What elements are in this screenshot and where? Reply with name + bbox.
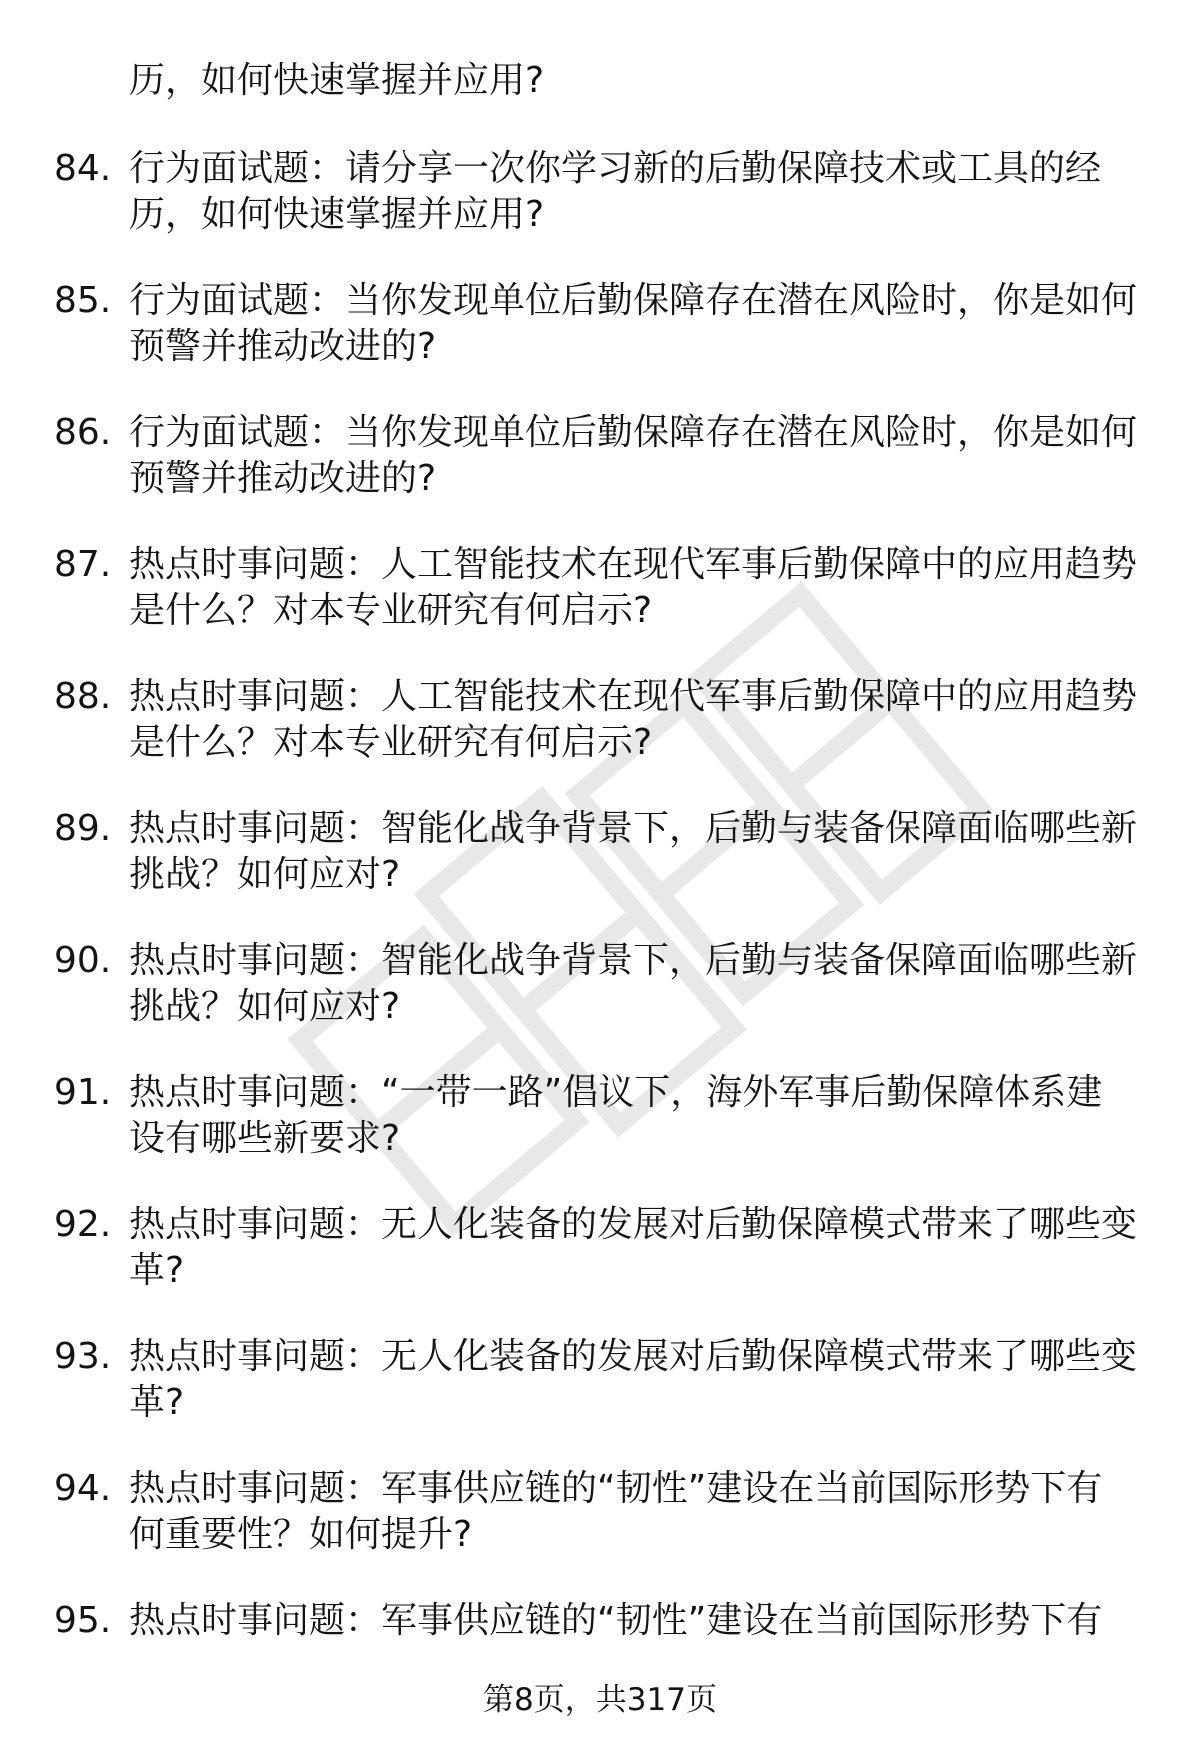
item-text [129, 1598, 1145, 1644]
item-text [129, 674, 1145, 766]
item-text-line: 热点时事问题：智能化战争背景下，后勤与装备保障面临哪些新 [129, 808, 1138, 849]
item-text [129, 938, 1145, 1030]
item-number: 89. [54, 808, 112, 849]
continued-text: 历，如何快速掌握并应用? [129, 60, 545, 101]
item-text [129, 542, 1145, 634]
item-text-line: 历，如何快速掌握并应用? [129, 194, 545, 235]
list-item [0, 1466, 1200, 1598]
list-item [0, 938, 1200, 1070]
item-text-line: 挑战？如何应对? [129, 986, 401, 1027]
list-item [0, 146, 1200, 278]
list-item [0, 410, 1200, 542]
item-text-line: 是什么？对本专业研究有何启示? [129, 722, 653, 763]
list-item [0, 674, 1200, 806]
item-text-line: 热点时事问题：人工智能技术在现代军事后勤保障中的应用趋势 [129, 544, 1138, 585]
list-item [0, 806, 1200, 938]
item-text-line: 热点时事问题：无人化装备的发展对后勤保障模式带来了哪些变 [129, 1336, 1138, 1377]
item-number: 88. [54, 676, 112, 717]
item-text-line: 热点时事问题：“一带一路”倡议下，海外军事后勤保障体系建 [129, 1072, 1103, 1113]
item-text [129, 410, 1145, 502]
item-text-line: 热点时事问题：无人化装备的发展对后勤保障模式带来了哪些变 [129, 1204, 1138, 1245]
item-text [129, 146, 1145, 238]
page-footer: 第8页，共317页 [483, 1682, 717, 1718]
item-text-line: 革? [129, 1250, 185, 1291]
item-number: 94. [54, 1468, 112, 1509]
item-text-line: 热点时事问题：军事供应链的“韧性”建设在当前国际形势下有 [129, 1600, 1103, 1641]
question-list [0, 146, 1200, 1730]
item-text [129, 806, 1145, 898]
item-number: 93. [54, 1336, 112, 1377]
item-text-line: 行为面试题：当你发现单位后勤保障存在潜在风险时，你是如何 [129, 412, 1138, 453]
item-number: 84. [54, 148, 112, 189]
item-text [129, 1070, 1145, 1162]
item-text [129, 1334, 1145, 1426]
list-item [0, 278, 1200, 410]
item-text [129, 278, 1145, 370]
item-text-line: 行为面试题：请分享一次你学习新的后勤保障技术或工具的经 [129, 148, 1102, 189]
item-number: 91. [54, 1072, 112, 1113]
item-text-line: 热点时事问题：人工智能技术在现代军事后勤保障中的应用趋势 [129, 676, 1138, 717]
item-number: 87. [54, 544, 112, 585]
item-number: 90. [54, 940, 112, 981]
list-item [0, 1070, 1200, 1202]
list-item [0, 1202, 1200, 1334]
item-text-line: 挑战？如何应对? [129, 854, 401, 895]
item-number: 85. [54, 280, 112, 321]
item-number: 86. [54, 412, 112, 453]
list-item [0, 1334, 1200, 1466]
item-text-line: 设有哪些新要求? [129, 1118, 401, 1159]
item-text-line: 革? [129, 1382, 185, 1423]
item-text-line: 何重要性？如何提升? [129, 1514, 473, 1555]
item-text-line: 预警并推动改进的? [129, 458, 437, 499]
list-item [0, 542, 1200, 674]
item-number: 95. [54, 1600, 112, 1641]
item-text-line: 行为面试题：当你发现单位后勤保障存在潜在风险时，你是如何 [129, 280, 1138, 321]
item-text-line: 热点时事问题：军事供应链的“韧性”建设在当前国际形势下有 [129, 1468, 1103, 1509]
item-text-line: 是什么？对本专业研究有何启示? [129, 590, 653, 631]
item-number: 92. [54, 1204, 112, 1245]
item-text [129, 1202, 1145, 1294]
item-text-line: 预警并推动改进的? [129, 326, 437, 367]
item-text-line: 热点时事问题：智能化战争背景下，后勤与装备保障面临哪些新 [129, 940, 1138, 981]
item-text [129, 1466, 1145, 1558]
